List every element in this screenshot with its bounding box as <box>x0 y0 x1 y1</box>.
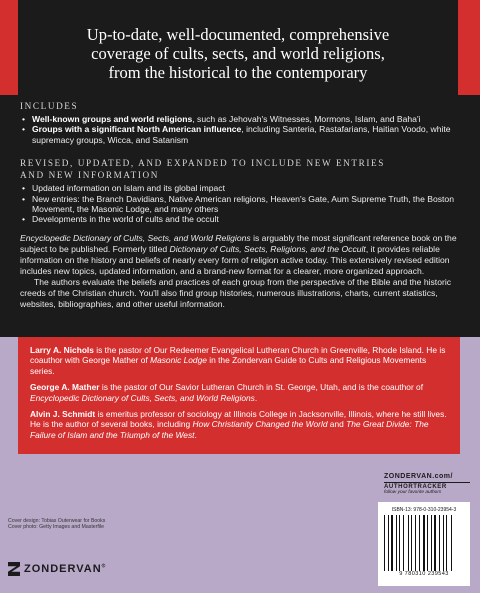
bio-book-title: Masonic Lodge <box>150 355 207 366</box>
bio-text: and <box>327 419 347 430</box>
publisher-site: ZONDERVAN.com/ <box>384 473 453 480</box>
headline-line-1: Up-to-date, well-documented, comprehensive <box>86 25 390 44</box>
cover-credits <box>8 518 105 531</box>
description-text: , it provides reliable information on the history and beliefs of nearly every form of religion active today. This extensively revised edition includes new topics, updated information, and a brand-new format for a clearer, more organized approach. <box>20 243 450 276</box>
revised-title-line-1: REVISED, UPDATED, AND EXPANDED TO INCLUDE NEW ENTRIES <box>20 158 385 169</box>
barcode-number: 9 780310 239543 <box>399 571 449 577</box>
includes-list <box>20 114 460 145</box>
publisher-logo <box>8 562 106 576</box>
barcode-bar <box>453 515 454 571</box>
barcode-bar <box>391 515 393 571</box>
barcode-bar <box>403 515 404 571</box>
barcode-bar <box>411 515 412 571</box>
author-bios <box>18 337 460 454</box>
description-text: is arguably the most significant reference book on the subject to be published. Formerly titled <box>20 232 457 254</box>
logo-text <box>24 563 106 575</box>
former-title: Dictionary of Cults, Sects, Religions, and the Occult <box>169 243 366 254</box>
logo-trademark: ® <box>101 563 107 570</box>
barcode-bar <box>439 515 440 571</box>
isbn-text: ISBN-13: 978-0-310-23954-3 <box>391 507 457 513</box>
bio-book-title: Encyclopedic Dictionary of Cults, Sects, and World Religions <box>30 392 255 403</box>
barcode-bar <box>429 515 430 571</box>
barcode-bar <box>423 515 424 571</box>
red-band-right <box>458 0 480 95</box>
barcode-bar <box>408 515 409 571</box>
barcode-bar <box>398 515 399 571</box>
cover-design-credit: Cover design: Tobias Outerwear for Books <box>8 518 106 524</box>
barcode-bar <box>434 515 436 571</box>
barcode-bar <box>413 515 414 571</box>
barcode-bar <box>409 515 410 571</box>
barcode-bars <box>384 515 464 571</box>
barcode-bar <box>389 515 390 571</box>
barcode-bar <box>441 515 442 571</box>
bio-text: . <box>254 392 258 403</box>
barcode-box <box>378 502 470 586</box>
red-band-left <box>0 0 18 95</box>
includes-title: INCLUDES <box>20 101 79 111</box>
list-item-bold: Well-known groups and world religions <box>32 114 193 124</box>
barcode-bar <box>401 515 402 571</box>
list-item <box>32 114 460 124</box>
author-name: George A. Mather <box>30 382 100 393</box>
bio-text: is emeritus professor of sociology at Illinois College in Jacksonville, Illinois, where he still lives. He is the author of several books, including <box>30 409 447 430</box>
barcode-bar <box>433 515 434 571</box>
revised-title <box>20 157 460 181</box>
barcode-bar <box>417 515 418 571</box>
headline-line-3: from the historical to the contemporary <box>108 63 368 82</box>
list-item: • Developments in the world of cults and the occult <box>32 214 460 224</box>
author-tracker-tagline: follow your favorite authors <box>384 490 442 495</box>
barcode-bar <box>444 515 445 571</box>
description-paragraph-1 <box>20 233 460 277</box>
barcode-bar <box>388 515 389 571</box>
list-item-bold: Groups with a significant North American influence <box>32 124 242 135</box>
logo-wordmark: ZONDERVAN <box>24 563 102 575</box>
description-paragraph-2: The authors evaluate the beliefs and practices of each group from the perspective of the Bible and the historic creeds of the Christian church. You'll also find group histories, numerous illustrations, charts, current statistics, websites, bibliographies, and other useful information. <box>20 276 452 309</box>
list-item <box>32 124 460 145</box>
headline-line-2: coverage of cults, sects, and world religions, <box>91 44 385 63</box>
list-item-text: , including Santeria, Rastafarians, Haitian Voodo, white supremacy groups, Wicca, and Satanism <box>32 124 451 145</box>
bio-book-title: How Christianity Changed the World <box>192 419 328 430</box>
barcode-bar <box>420 515 422 571</box>
author-name: Larry A. Nichols <box>30 345 94 355</box>
list-item: • New entries: the Branch Davidians, Native American religions, Heaven's Gate, Aum Supreme Truth, the Boston Movement, the Masonic Lodge, and many others <box>32 194 460 215</box>
cover-photo-credit: Cover photo: Getty Images and Masterfile <box>8 524 105 531</box>
bio-book-title: The Great Divide: The Failure of Islam and the Triumph of the West <box>30 419 429 440</box>
barcode-bar <box>386 515 387 571</box>
barcode-bar <box>437 515 438 571</box>
barcode-bar <box>446 515 447 571</box>
barcode-bar <box>419 515 420 571</box>
barcode-bar <box>448 515 450 571</box>
barcode-bar <box>415 515 416 571</box>
revised-title-line-2: AND NEW INFORMATION <box>20 170 159 181</box>
barcode-bar <box>399 515 400 571</box>
barcode-bar <box>427 515 428 571</box>
author-tracker-block <box>384 473 470 495</box>
barcode-bar <box>384 515 385 571</box>
list-item-text: , such as Jehovah's Witnesses, Mormons, Islam, and Baha'i <box>192 114 421 124</box>
revised-list <box>20 183 460 225</box>
barcode-bar <box>443 515 444 571</box>
zondervan-z-icon <box>8 562 20 576</box>
bio-text: in the Zondervan Guide to Cults and Religious Movements series. <box>30 355 427 376</box>
bio-text: is the pastor of Our Savior Lutheran Church in St. George, Utah, and is the coauthor of <box>99 382 424 393</box>
barcode-bar <box>394 515 395 571</box>
back-cover-content <box>20 100 460 310</box>
headline <box>18 0 458 95</box>
barcode-bar <box>431 515 432 571</box>
author-name: Alvin J. Schmidt <box>30 409 96 420</box>
barcode-bar <box>396 515 397 571</box>
author-bio-schmidt <box>30 409 450 440</box>
barcode-bar <box>451 515 452 571</box>
bio-text: is the pastor of Our Redeemer Evangelical Lutheran Church in Greenville, Rhode Island. He is coauthor with George Mather of <box>30 345 446 366</box>
barcode-bar <box>405 515 407 571</box>
author-tracker: AUTHORTRACKER <box>384 482 470 490</box>
author-bio-mather <box>30 382 450 403</box>
author-bio-nichols <box>30 345 450 376</box>
book-title: Encyclopedic Dictionary of Cults, Sects, and World Religions <box>20 232 251 243</box>
list-item: • Updated information on Islam and its global impact <box>32 183 460 193</box>
bio-text: . <box>194 429 197 440</box>
barcode-bar <box>426 515 427 571</box>
